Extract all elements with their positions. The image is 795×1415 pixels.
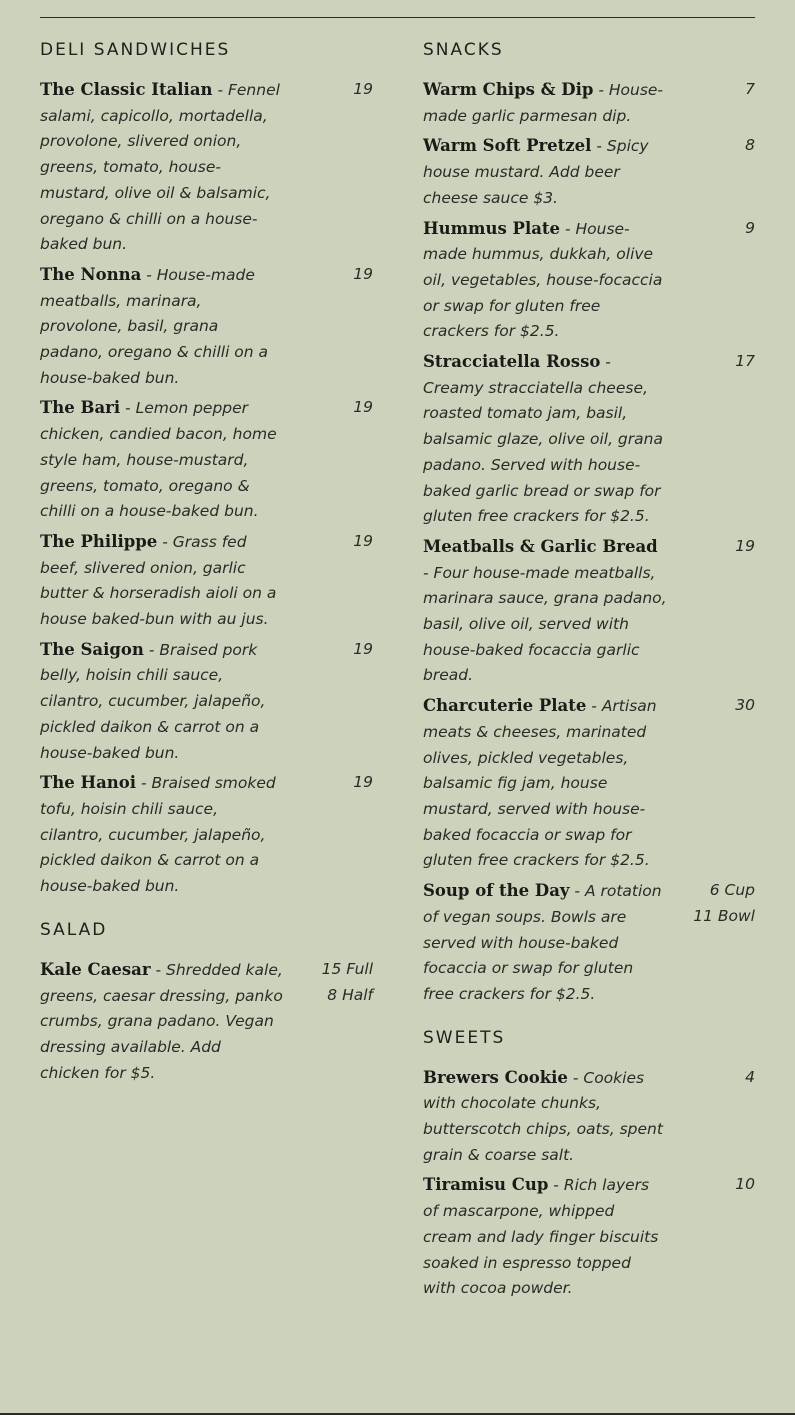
- menu-item-meatballs-and-garlic-bread: [423, 534, 758, 689]
- menu-item-name: Soup of the Day: [423, 881, 570, 901]
- menu-item-text: [423, 349, 668, 530]
- menu-item-price: [322, 957, 373, 1008]
- price-line: 19: [353, 531, 373, 550]
- menu-item-name: Meatballs & Garlic Bread: [423, 536, 658, 556]
- price-line: 19: [353, 398, 373, 417]
- menu-section-salad: [40, 918, 376, 1087]
- menu-item-text: [40, 262, 285, 392]
- menu-item-the-philippe: [40, 529, 376, 633]
- price-line: 19: [353, 773, 373, 792]
- name-separator: -: [157, 532, 173, 551]
- menu-item-warm-chips-and-dip: [423, 77, 758, 129]
- menu-item-text: [40, 395, 285, 525]
- name-separator: -: [212, 81, 228, 99]
- right-column: [423, 38, 758, 1320]
- price-line: 19: [735, 536, 755, 555]
- name-separator: -: [143, 640, 160, 659]
- menu-item-name: The Hanoi: [40, 773, 137, 793]
- menu-item-price: [353, 529, 373, 555]
- menu-item-price: [745, 77, 755, 103]
- menu-item-price: [745, 216, 755, 242]
- price-line: 19: [353, 264, 373, 283]
- menu-item-the-saigon: [40, 637, 376, 767]
- menu-item-name: Charcuterie Plate: [423, 696, 587, 716]
- menu-item-text: [40, 770, 285, 900]
- menu-item-description: Fennel salami, capicollo, mortadella, provolone, slivered onion, greens, tomato, house-mustard, olive oil & balsamic, oregano & chilli on a house-baked bun.: [40, 81, 280, 254]
- menu-item-description: A rotation of vegan soups. Bowls are served with house-baked focaccia or swap for gluten free crackers for $2.5.: [423, 882, 662, 1003]
- name-separator: -: [593, 81, 609, 99]
- top-divider: [40, 17, 755, 18]
- name-separator: -: [120, 399, 136, 418]
- menu-item-description: Braised pork belly, hoisin chili sauce, cilantro, cucumber, jalapeño, pickled daikon & carrot on a house-baked bun.: [40, 640, 266, 762]
- menu-item-price: [353, 637, 373, 663]
- menu-item-price: [353, 262, 373, 288]
- price-line: 11 Bowl: [693, 906, 755, 925]
- menu-item-description: House-made hummus, dukkah, olive oil, vegetables, house-focaccia or swap for gluten free crackers for $2.5.: [423, 219, 663, 341]
- menu-item-the-classic-italian: [40, 77, 376, 258]
- price-line: 4: [745, 1067, 755, 1086]
- menu-item-price: [353, 395, 373, 421]
- menu-item-text: [423, 878, 668, 1008]
- menu-item-the-hanoi: [40, 770, 376, 900]
- menu-item-text: [423, 77, 668, 129]
- price-line: 6 Cup: [709, 881, 755, 900]
- price-line: 30: [735, 696, 755, 715]
- menu-item-the-bari: [40, 395, 376, 525]
- menu-item-description: Rich layers of mascarpone, whipped cream and lady finger biscuits soaked in espresso topped with cocoa powder.: [423, 1176, 659, 1298]
- menu-item-name: Kale Caesar: [40, 959, 151, 979]
- menu-item-description: Artisan meats & cheeses, marinated olives, pickled vegetables, balsamic fig jam, house mustard, served with house-baked focaccia or swap for gluten free crackers for $2.5.: [423, 697, 657, 870]
- menu-item-tiramisu-cup: [423, 1172, 758, 1302]
- menu-item-soup-of-the-day: [423, 878, 758, 1008]
- menu-item-price: [735, 534, 755, 560]
- menu-item-name: Hummus Plate: [423, 218, 561, 238]
- name-separator: -: [567, 1068, 584, 1087]
- menu-item-description: Lemon pepper chicken, candied bacon, home style ham, house-mustard, greens, tomato, oregano & chilli on a house-baked bun.: [40, 399, 277, 521]
- price-line: 17: [735, 352, 755, 371]
- left-column: [40, 38, 376, 1104]
- menu-item-text: [423, 534, 668, 689]
- section-title: SALAD: [40, 919, 108, 940]
- menu-section-snacks: [423, 38, 758, 1008]
- menu-item-name: The Saigon: [40, 639, 144, 659]
- menu-item-description: Spicy house mustard. Add beer cheese sauce $3.: [423, 137, 649, 207]
- name-separator: -: [560, 219, 576, 238]
- menu-item-price: [735, 349, 755, 375]
- menu-item-price: [693, 878, 755, 929]
- name-separator: -: [136, 774, 152, 793]
- menu-item-name: Stracciatella Rosso: [423, 352, 601, 372]
- menu-item-description: Creamy stracciatella cheese, roasted tomato jam, basil, balsamic glaze, olive oil, grana padano. Served with house-baked garlic bread or swap for gluten free crackers for $2.5.: [423, 378, 663, 526]
- price-line: 7: [745, 80, 755, 98]
- menu-item-text: [40, 77, 285, 258]
- menu-item-text: [423, 133, 668, 211]
- price-line: 10: [735, 1175, 755, 1194]
- menu-item-text: [423, 693, 668, 874]
- menu-item-text: [40, 529, 285, 633]
- menu-item-text: [423, 1172, 668, 1302]
- menu-item-price: [745, 133, 755, 159]
- section-title: SNACKS: [423, 40, 504, 60]
- menu-item-description: Cookies with chocolate chunks, butterscotch chips, oats, spent grain & coarse salt.: [423, 1068, 663, 1164]
- menu-item-warm-soft-pretzel: [423, 133, 758, 211]
- menu-item-name: Warm Chips & Dip: [423, 80, 594, 99]
- menu-item-stracciatella-rosso: [423, 349, 758, 530]
- menu-item-brewers-cookie: [423, 1065, 758, 1169]
- menu-item-description: Grass fed beef, slivered onion, garlic butter & horseradish aioli on a house baked-bun with au jus.: [40, 532, 277, 629]
- menu-item-price: [353, 770, 373, 796]
- menu-item-description: Four house-made meatballs, marinara sauce, grana padano, basil, olive oil, served with house-baked focaccia garlic bread.: [423, 563, 667, 685]
- menu-item-name: Warm Soft Pretzel: [423, 136, 592, 156]
- name-separator: -: [600, 353, 611, 372]
- menu-item-description: House-made garlic parmesan dip.: [423, 81, 664, 125]
- menu-item-hummus-plate: [423, 216, 758, 346]
- section-title: SWEETS: [423, 1027, 506, 1048]
- menu-item-text: [40, 957, 285, 1087]
- menu-section-deli-sandwiches: [40, 38, 376, 900]
- menu-item-description: Shredded kale, greens, caesar dressing, panko crumbs, grana padano. Vegan dressing available. Add chicken for $5.: [40, 960, 283, 1082]
- menu-item-description: House-made meatballs, marinara, provolone, basil, grana padano, oregano & chilli on a house-baked bun.: [40, 265, 269, 387]
- price-line: 8: [745, 136, 755, 155]
- menu-item-name: The Nonna: [40, 264, 142, 284]
- menu-item-text: [423, 216, 668, 346]
- name-separator: -: [569, 882, 585, 901]
- price-line: 19: [353, 639, 373, 658]
- name-separator: -: [548, 1176, 564, 1195]
- name-separator: -: [141, 265, 157, 284]
- menu-item-kale-caesar: [40, 957, 376, 1087]
- menu-item-price: [745, 1065, 755, 1091]
- price-line: 9: [745, 218, 755, 237]
- menu-item-name: The Philippe: [40, 531, 158, 551]
- menu-item-price: [353, 77, 373, 103]
- name-separator: -: [423, 563, 434, 582]
- menu-item-name: The Bari: [40, 398, 121, 418]
- name-separator: -: [586, 697, 602, 716]
- menu-item-price: [735, 1172, 755, 1198]
- name-separator: -: [591, 137, 607, 156]
- price-line: 8 Half: [327, 985, 373, 1004]
- price-line: 19: [353, 80, 373, 98]
- menu-item-text: [40, 637, 285, 767]
- menu-item-text: [423, 1065, 668, 1169]
- menu-item-price: [735, 693, 755, 719]
- menu-item-name: Tiramisu Cup: [423, 1175, 549, 1195]
- menu-item-description: Braised smoked tofu, hoisin chili sauce, cilantro, cucumber, jalapeño, pickled daikon & carrot on a house-baked bun.: [40, 774, 276, 896]
- menu-item-name: Brewers Cookie: [423, 1067, 568, 1087]
- price-line: 15 Full: [321, 959, 373, 978]
- section-title: DELI SANDWICHES: [40, 40, 231, 60]
- menu-item-charcuterie-plate: [423, 693, 758, 874]
- menu-section-sweets: [423, 1026, 758, 1302]
- menu-item-name: The Classic Italian: [40, 80, 213, 99]
- name-separator: -: [150, 960, 166, 979]
- menu-item-the-nonna: [40, 262, 376, 392]
